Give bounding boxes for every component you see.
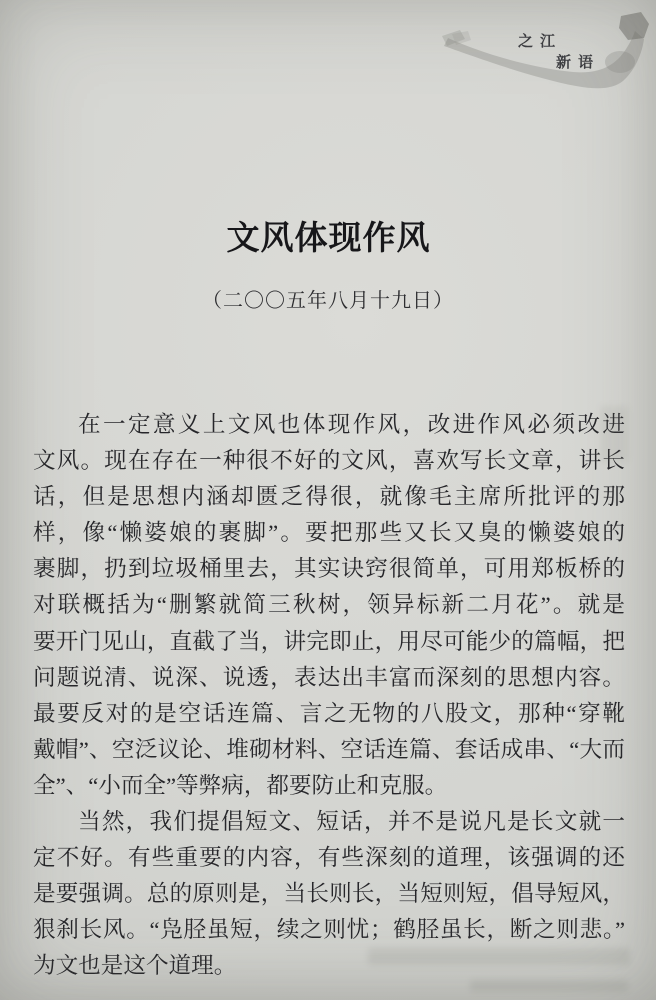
- text-line: 样，像“懒婆娘的裹脚”。要把那些又长又臭的懒婆娘的: [33, 520, 625, 546]
- text-line: 当然，我们提倡短文、短话，并不是说凡是长文就一: [78, 809, 625, 835]
- text-line: 全”、“小而全”等弊病，都要防止和克服。: [33, 772, 448, 798]
- text-line: 对联概括为“删繁就简三秋树，领异标新二月花”。就是: [33, 592, 625, 618]
- article-body: [33, 407, 625, 985]
- brand-text-zhijiang: 之江: [518, 34, 563, 50]
- text-line: 戴帽”、空泛议论、堆砌材料、空话连篇、套话成串、“大而: [33, 736, 625, 762]
- text-line: 话，但是思想内涵却匮乏得很，就像毛主席所批评的那: [33, 484, 625, 510]
- text-line: 是要强调。总的原则是，当长则长，当短则短，倡导短风，: [33, 881, 625, 907]
- brand-logo: [438, 4, 656, 104]
- text-line: 最要反对的是空话连篇、言之无物的八股文，那种“穿靴: [33, 700, 625, 726]
- text-line: 定不好。有些重要的内容，有些深刻的道理，该强调的还: [33, 845, 625, 871]
- text-line: 文风。现在存在一种很不好的文风，喜欢写长文章，讲长: [33, 448, 625, 474]
- brush-stroke-icon: [438, 4, 656, 104]
- text-line: 为文也是这个道理。: [33, 953, 237, 979]
- text-line: 狠刹长风。“凫胫虽短，续之则忧；鹤胫虽长，断之则悲。”: [33, 917, 625, 943]
- text-line: 问题说清、说深、说透，表达出丰富而深刻的思想内容。: [33, 664, 625, 690]
- article-title: 文风体现作风: [226, 221, 431, 257]
- text-line: 裹脚，扔到垃圾桶里去，其实诀窍很简单，可用郑板桥的: [33, 556, 625, 582]
- text-line: 在一定意义上文风也体现作风，改进作风必须改进: [78, 412, 625, 437]
- article-date: （二〇〇五年八月十九日）: [202, 290, 454, 312]
- text-line: 要开门见山，直截了当，讲完即止，用尽可能少的篇幅，把: [33, 628, 625, 654]
- brand-text-xinyu: 新语: [556, 55, 601, 71]
